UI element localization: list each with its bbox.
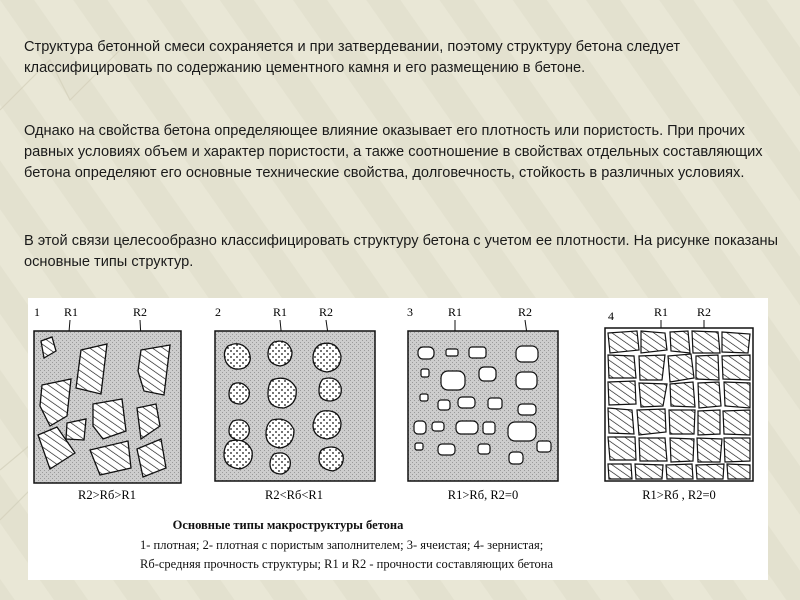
panel-1-number: 1 — [34, 305, 40, 319]
panel-3-cellular — [407, 305, 558, 502]
panel-2-formula: R2<Rб<R1 — [265, 488, 323, 502]
panel-2-porous-aggregate — [215, 305, 375, 502]
panel-2-label-r2: R2 — [319, 305, 334, 319]
panel-1-label-r1: R1 — [64, 305, 79, 319]
structure-types-figure — [28, 298, 768, 580]
figure-caption-notation: Rб-средняя прочность структуры; R1 и R2 - прочности составляющих бетона — [140, 557, 554, 571]
panel-1-formula: R2>Rб>R1 — [78, 488, 136, 502]
panel-4-label-r1: R1 — [654, 305, 669, 319]
paragraph-structure: Структура бетонной смеси сохраняется и при затвердевании, поэтому структуру бетона следует классифицировать по содержанию цементного камня и его размещению в бетоне. — [24, 39, 681, 76]
panel-4-number: 4 — [608, 309, 614, 323]
figure-caption-title: Основные типы макроструктуры бетона — [172, 518, 404, 532]
panel-3-label-r2: R2 — [518, 305, 533, 319]
figure-caption-legend: 1- плотная; 2- плотная с пористым заполнителем; 3- ячеистая; 4- зернистая; — [140, 538, 544, 552]
paragraph-classification: В этой связи целесообразно классифицировать структуру бетона с учетом ее плотности. На рисунке показаны основные типы структур. — [24, 233, 779, 270]
panel-1-label-r2: R2 — [133, 305, 148, 319]
panel-3-formula: R1>Rб, R2=0 — [447, 488, 519, 502]
panel-3-label-r1: R1 — [448, 305, 463, 319]
panel-2-number: 2 — [215, 305, 221, 319]
panel-1-dense — [34, 305, 181, 502]
panel-4-granular — [605, 305, 753, 502]
panel-2-label-r1: R1 — [273, 305, 288, 319]
panel-4-label-r2: R2 — [697, 305, 712, 319]
panel-4-formula: R1>Rб , R2=0 — [642, 488, 716, 502]
panel-3-number: 3 — [407, 305, 413, 319]
paragraph-density: Однако на свойства бетона определяющее влияние оказывает его плотность или пористость. При прочих равных условиях объем и характер пористости, а также соотношение в свойствах отдельных составляющих бетона определяют его основные технические свойства, долговечность, стойкость в различных условиях. — [24, 123, 763, 181]
